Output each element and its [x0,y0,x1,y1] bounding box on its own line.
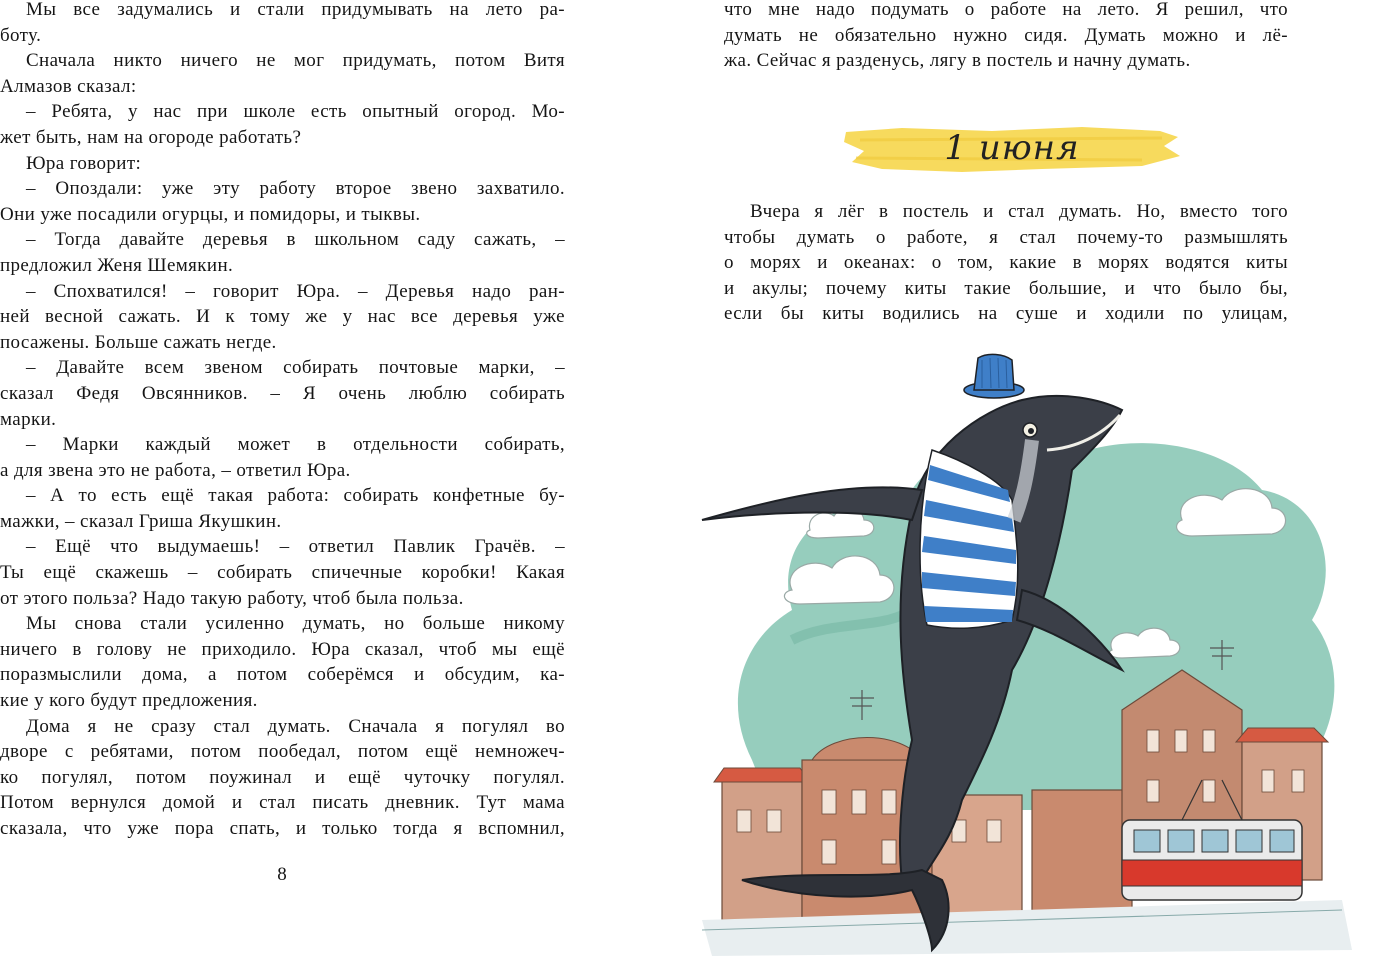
text-line: Ты ещё скажешь – собирать спичечные коробки! Какая [0,562,565,584]
text-line: Юра говорит: [26,152,142,174]
text-line: чтобы думать о работе, я стал почему-то размышлять [724,226,1288,248]
text-line: дворе с ребятами, потом пообедал, потом ещё немножеч- [0,741,565,763]
left-page-text [0,0,565,842]
text-line: предложил Женя Шемякин. [0,254,234,276]
text-line: Мы снова стали усиленно думать, но больше никому [26,613,565,635]
text-line: – Спохватился! – говорит Юра. – Деревья надо ран- [26,280,565,302]
text-line: ней весной сажать. И к тому же у нас все деревья уже [0,306,565,328]
text-line: – Давайте всем звеном собирать почтовые марки, – [26,357,565,379]
text-line: боту. [0,24,42,46]
text-line: сказала, что уже пора спать, и только тогда я вспомнил, [0,818,565,839]
text-line: сказал Федя Овсянников. – Я очень люблю собирать [0,382,565,404]
text-line: жа. Сейчас я разденусь, лягу в постель и начну думать. [724,50,1191,72]
text-line: и акулы; почему киты такие большие, и что было бы, [724,277,1288,299]
text-line: марки. [0,408,57,430]
text-line: думать не обязательно нужно сидя. Думать можно и лё- [724,24,1288,46]
text-line: Алмазов сказал: [0,75,137,97]
text-line: – Тогда давайте деревья в школьном саду сажать, – [26,229,565,251]
date-heading: 1 июня [944,128,1080,168]
text-line: ничего в голову не приходило. Юра сказал, чтоб мы ещё [0,638,565,660]
text-line: – Опоздали: уже эту работу второе звено захватило. [26,178,565,200]
text-line: – Марки каждый может в отдельности собирать, [26,434,565,456]
text-line: Они уже посадили огурцы, и помидоры, и тыквы. [0,203,421,225]
text-line: от этого польза? Надо такую работу, чтоб была польза. [0,587,464,609]
text-line: жет быть, нам на огороде работать? [0,126,302,148]
text-line: ко погулял, потом поужинал и ещё чуточку погулял. [0,766,565,788]
text-line: а для звена это не работа, – ответил Юра. [0,459,351,481]
text-line: поразмыслили дома, а потом соберёмся и обсудим, ка- [0,664,565,686]
text-line: Вчера я лёг в постель и стал думать. Но, вместо того [750,201,1288,222]
right-page-body-text [724,199,1288,327]
text-line: – Ещё что выдумаешь! – ответил Павлик Грачёв. – [26,536,565,558]
text-line: Потом вернулся домой и стал писать дневник. Тут мама [0,792,565,814]
text-line: мажки, – сказал Гриша Якушкин. [0,510,282,532]
text-line: – Ребята, у нас при школе есть опытный огород. Мо- [26,101,565,123]
text-line: – А то есть ещё такая работа: собирать конфетные бу- [26,485,565,507]
text-line: о морях и океанах: о том, какие в морях водятся киты [724,252,1288,274]
top-hat [964,354,1024,398]
text-line: Дома я не сразу стал думать. Сначала я погулял во [26,715,565,737]
text-line: кие у кого будут предложения. [0,690,258,712]
text-line: Сначала никто ничего не мог придумать, потом Витя [26,50,565,72]
page-number: 8 [277,864,287,885]
date-heading-banner [842,122,1182,180]
whale-in-city-illustration [682,340,1362,958]
text-line: что мне надо подумать о работе на лето. Я решил, что [724,0,1288,20]
right-page-top-text [724,0,1288,74]
text-line: Мы все задумались и стали придумывать на лето ра- [26,0,565,20]
text-line: если бы киты водились на суше и ходили по улицам, [724,303,1288,325]
text-line: посажены. Больше сажать негде. [0,331,277,353]
